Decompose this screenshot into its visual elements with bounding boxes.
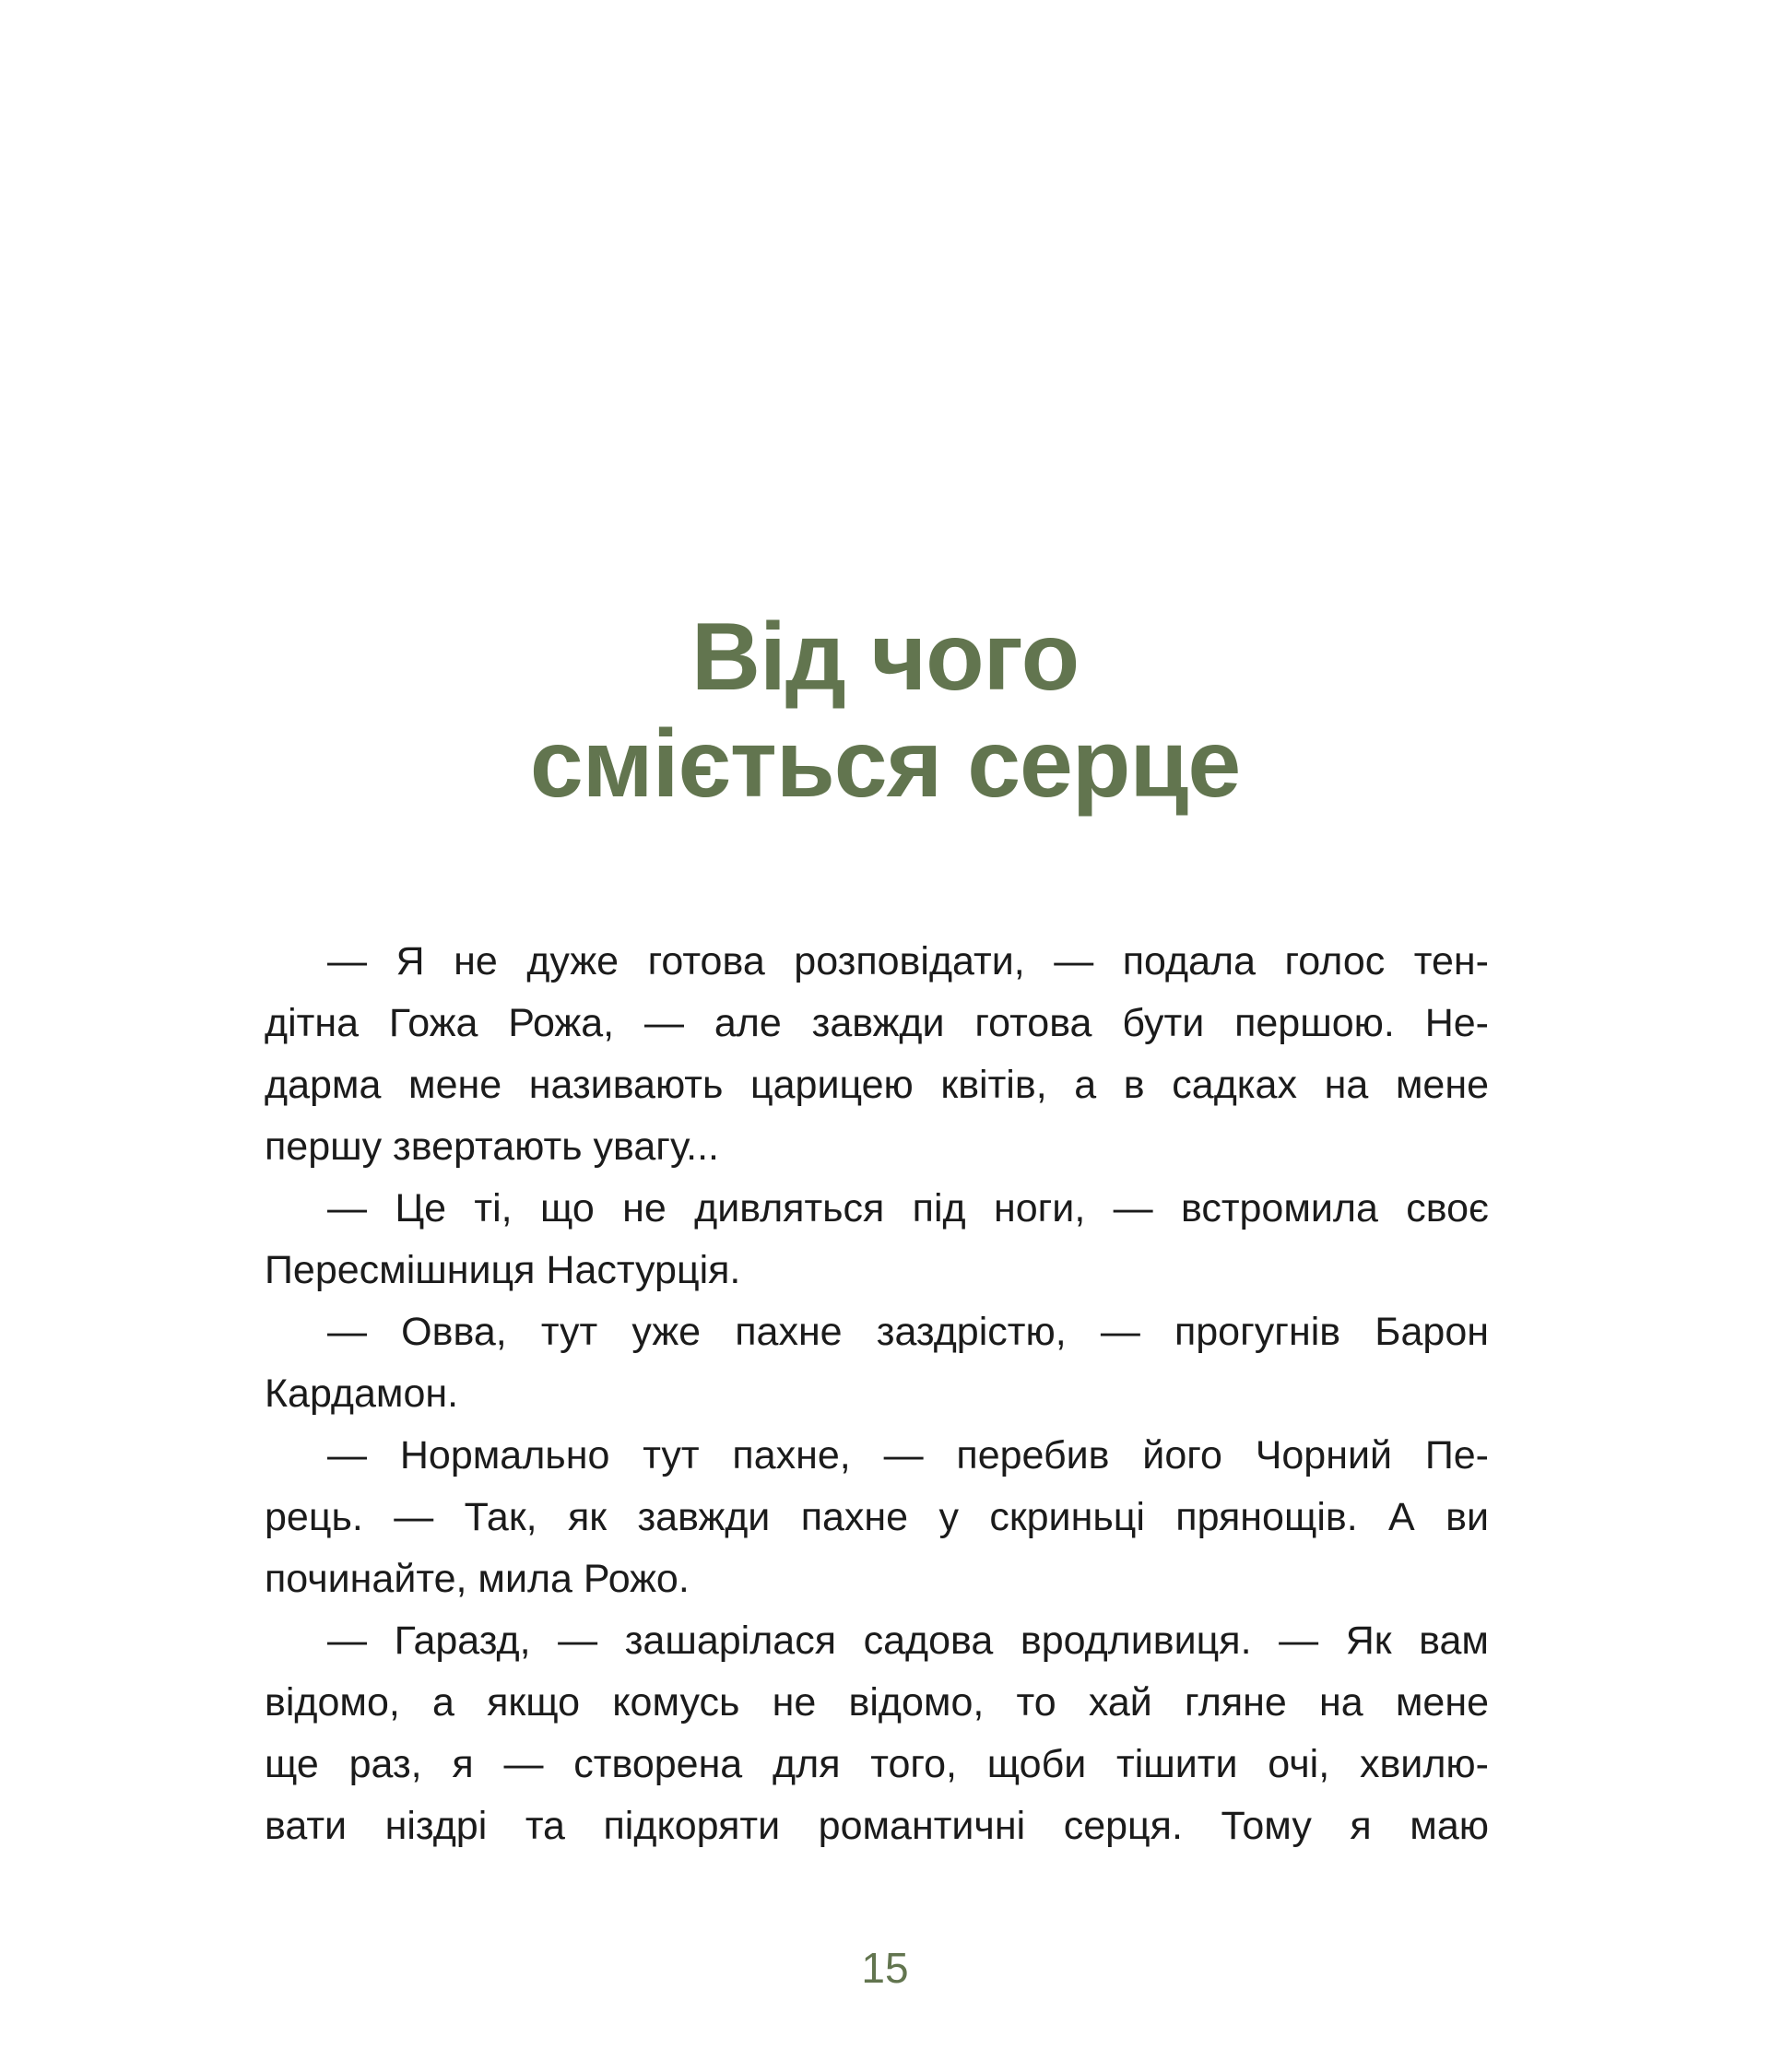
chapter-title-line-1: Від чого [690,604,1080,711]
text-line: вати ніздрі та підкоряти романтичні серця. Тому я маю [265,1804,1489,1848]
text-line: дітна Гожа Рожа, — але завжди готова бути першою. Не- [265,1001,1489,1045]
text-line: першу звертають увагу... [265,1124,719,1169]
text-line: — Гаразд, — зашарілася садова вродливиця. — Як вам [327,1619,1489,1663]
chapter-title-line-2: сміється серце [529,711,1241,818]
text-line: — Овва, тут уже пахне заздрістю, — прогугнів Барон [327,1310,1489,1354]
text-line: ще раз, я — створена для того, щоби тішити очі, хвилю- [265,1742,1489,1786]
page-number: 15 [861,1944,909,1992]
text-line: Кардамон. [265,1372,459,1416]
text-line: — Це ті, що не дивляться під ноги, — встромила своє [327,1186,1489,1230]
text-line: відомо, а якщо комусь не відомо, то хай гляне на мене [265,1680,1489,1725]
chapter-title [0,604,1770,818]
text-line: рець. — Так, як завжди пахне у скриньці прянощів. А ви [265,1495,1489,1539]
text-line: Пересмішниця Настурція. [265,1248,741,1292]
text-line: — Я не дуже готова розповідати, — подала голос тен- [327,939,1489,983]
text-line: — Нормально тут пахне, — перебив його Чорний Пе- [327,1433,1489,1477]
text-line: починайте, мила Рожо. [265,1557,690,1601]
text-line: дарма мене називають царицею квітів, а в садках на мене [265,1063,1489,1107]
body-text [265,931,1489,1857]
